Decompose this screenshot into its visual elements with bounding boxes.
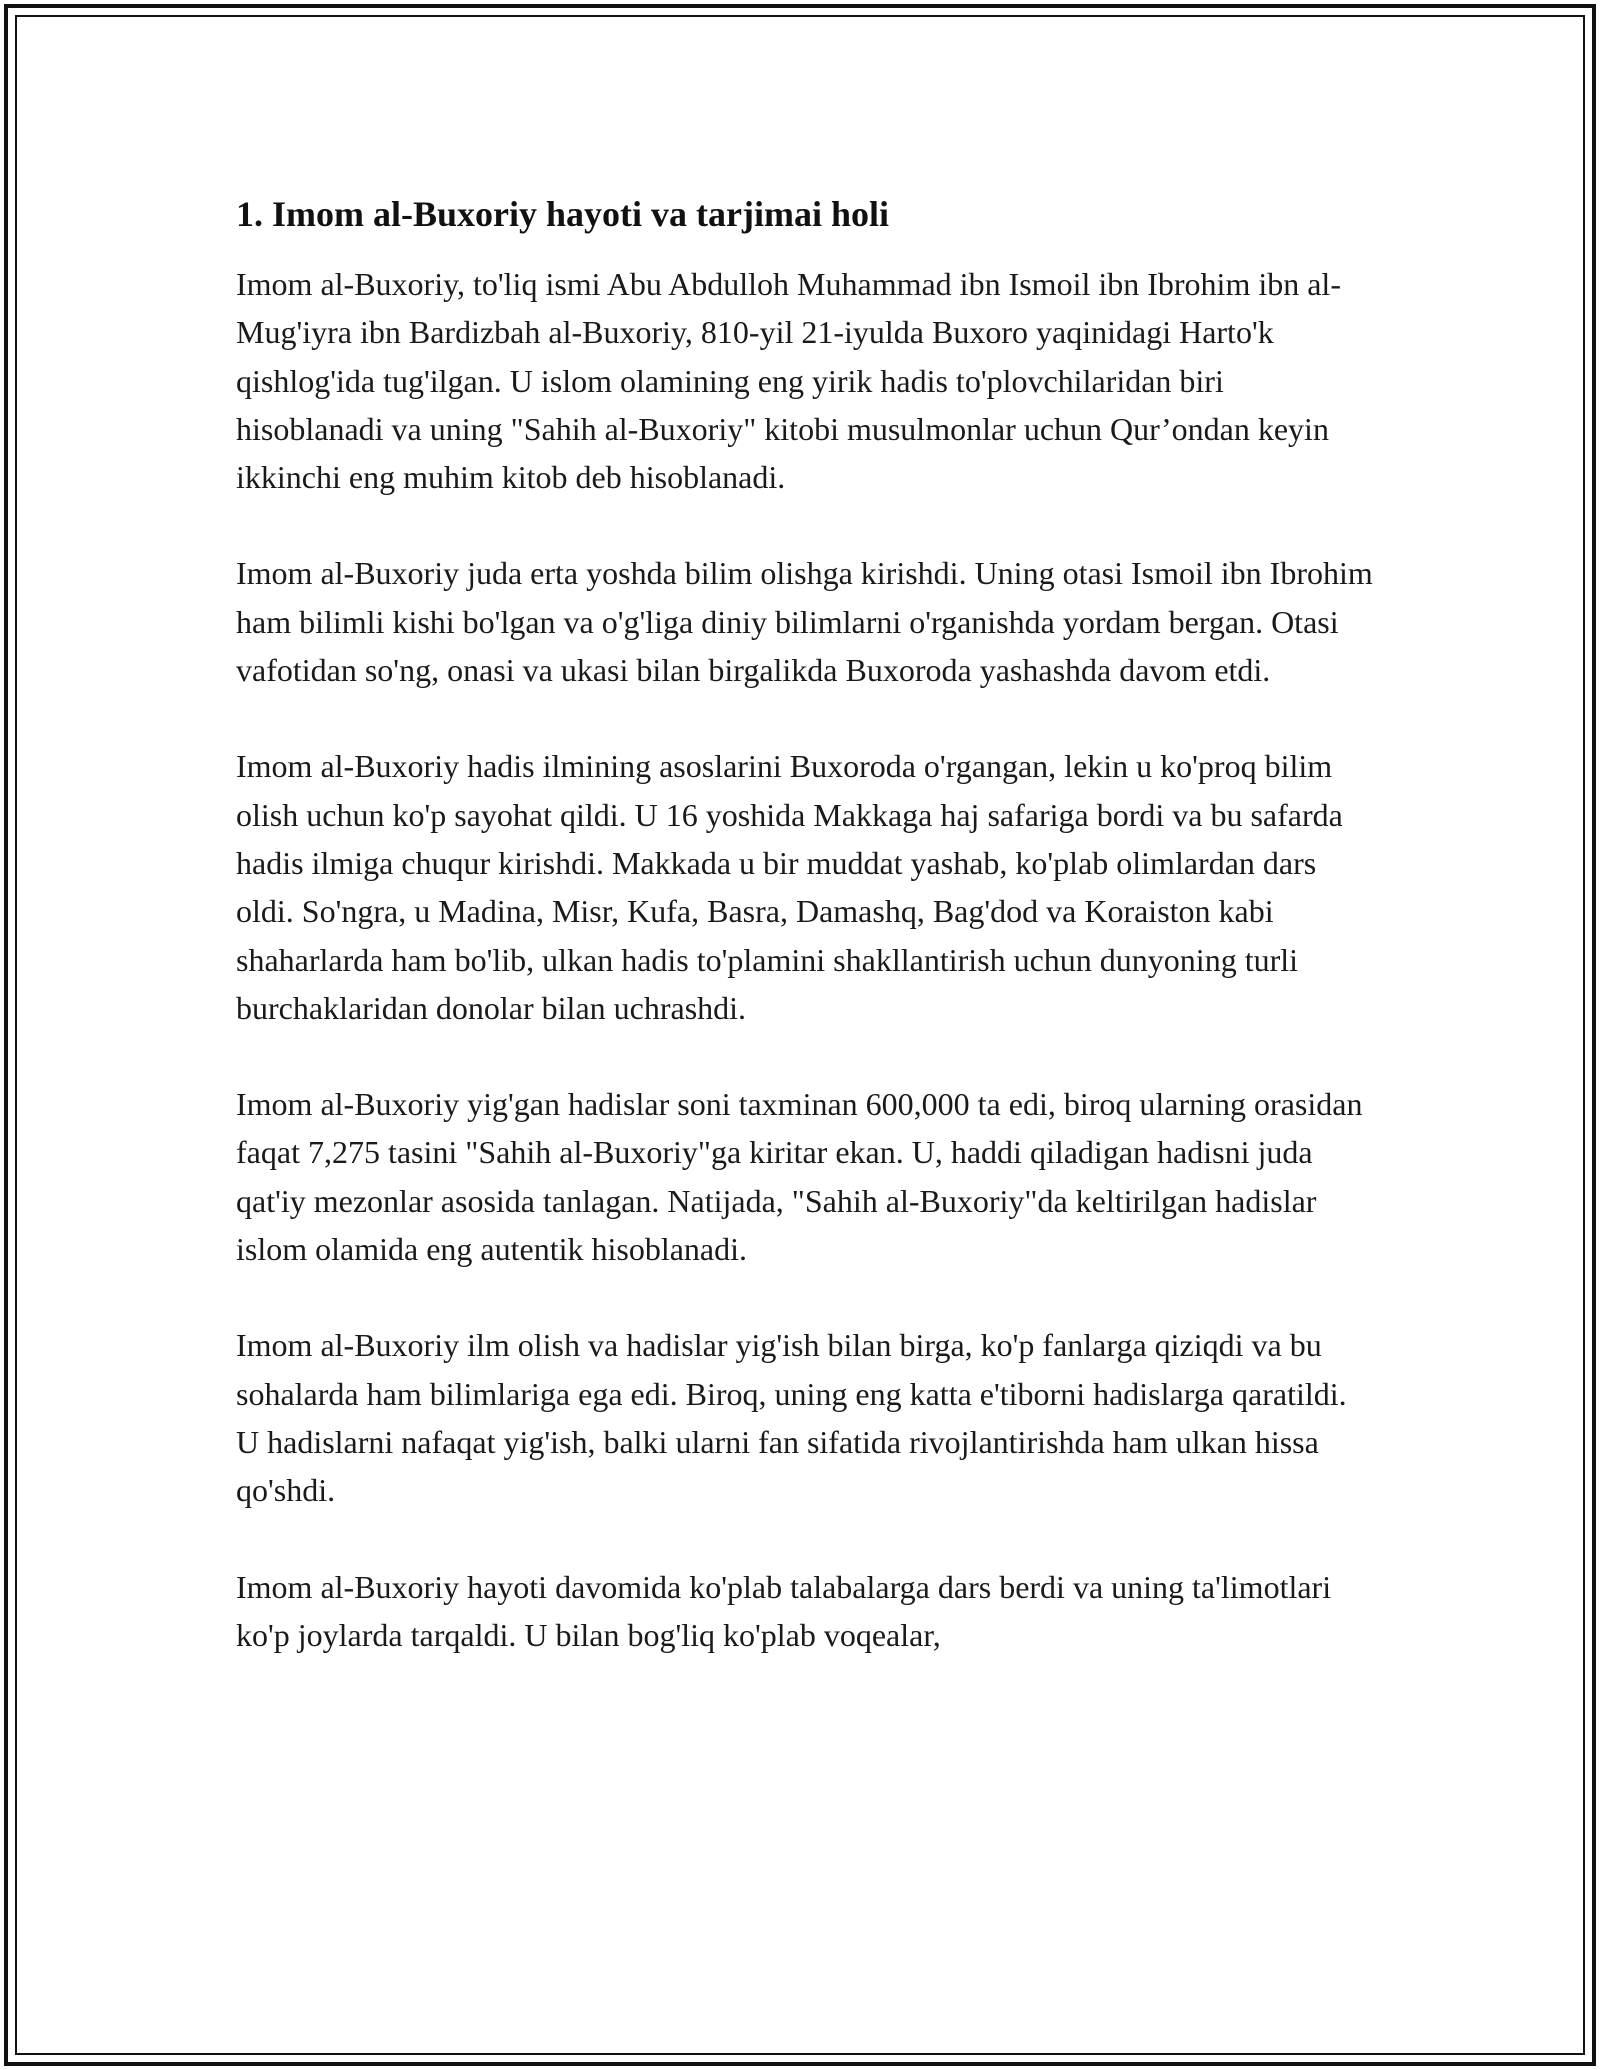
paragraph-5: Imom al-Buxoriy ilm olish va hadislar yig'ish bilan birga, ko'p fanlarga qiziqdi va bu sohalarda ham bilimlariga ega edi. Biroq, uning eng katta e'tiborni hadislarga qaratildi. U hadislarni nafaqat yig'ish, balki ularni fan sifatida rivojlantirishda ham ulkan hissa qo'shdi. [236, 1327, 1347, 1509]
paragraph-1: Imom al-Buxoriy, to'liq ismi Abu Abdulloh Muhammad ibn Ismoil ibn Ibrohim ibn al-Mug'iyra ibn Bardizbah al-Buxoriy, 810-yil 21-iyulda Buxoro yaqinidagi Harto'k qishlog'ida tug'ilgan. U islom olamining eng yirik hadis to'plovchilaridan biri hisoblanadi va uning "Sahih al-Buxoriy" kitobi musulmonlar uchun Qur’ondan keyin ikkinchi eng muhim kitob deb hisoblanadi. [236, 266, 1341, 496]
paragraph-4: Imom al-Buxoriy yig'gan hadislar soni taxminan 600,000 ta edi, biroq ularning orasidan faqat 7,275 tasini "Sahih al-Buxoriy"ga kiritar ekan. U, haddi qiladigan hadisni juda qat'iy mezonlar asosida tanlagan. Natijada, "Sahih al-Buxoriy"da keltirilgan hadislar islom olamida eng autentik hisoblanadi. [236, 1086, 1363, 1268]
section-heading: 1. Imom al-Buxoriy hayoti va tarjimai holi [236, 194, 889, 234]
paragraph-6: Imom al-Buxoriy hayoti davomida ko'plab talabalarga dars berdi va uning ta'limotlari ko'p joylarda tarqaldi. U bilan bog'liq ko'plab voqealar, [236, 1568, 1332, 1653]
paragraph-3: Imom al-Buxoriy hadis ilmining asoslarini Buxoroda o'rgangan, lekin u ko'proq bilim olish uchun ko'p sayohat qildi. U 16 yoshida Makkaga haj safariga bordi va bu safarda hadis ilmiga chuqur kirishdi. Makkada u bir muddat yashab, ko'plab olimlardan dars oldi. So'ngra, u Madina, Misr, Kufa, Basra, Damashq, Bag'dod va Koraiston kabi shaharlarda ham bo'lib, ulkan hadis to'plamini shakllantirish uchun dunyoning turli burchaklaridan donolar bilan uchrashdi. [236, 748, 1343, 1026]
paragraph-2: Imom al-Buxoriy juda erta yoshda bilim olishga kirishdi. Uning otasi Ismoil ibn Ibrohim ham bilimli kishi bo'lgan va o'g'liga diniy bilimlarni o'rganishda yordam bergan. Otasi vafotidan so'ng, onasi va ukasi bilan birgalikda Buxoroda yashashda davom etdi. [236, 555, 1373, 689]
document-body [236, 190, 1376, 1707]
